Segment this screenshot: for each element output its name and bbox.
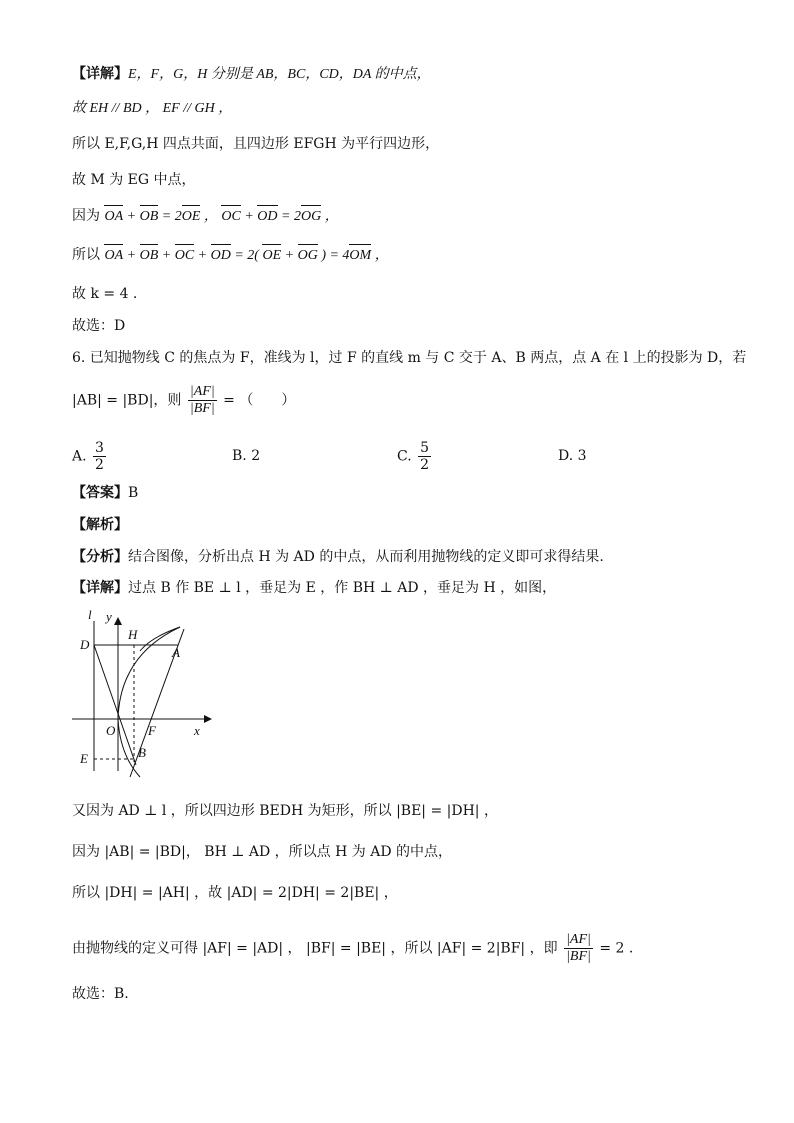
option-a-den: 2 bbox=[95, 457, 104, 473]
x-axis-arrow bbox=[204, 715, 212, 723]
question-6-stem: 6. 已知抛物线 C 的焦点为 F，准线为 l，过 F 的直线 m 与 C 交于 A、B 两点，点 A 在 l 上的投影为 D，若 bbox=[72, 350, 747, 366]
label-B: B bbox=[138, 745, 146, 760]
option-c[interactable] bbox=[397, 440, 433, 473]
proof-line-1: 又因为 AD ⊥ l ，所以四边形 BEDH 为矩形，所以 |BE| = |DH| ， bbox=[72, 803, 498, 819]
detail-1-line-5: 因为 OA + OB = 2OE ， OC + OD = 2OG ， bbox=[72, 206, 339, 227]
detail-1-line-6: 所以 OA + OB + OC + OD = 2( OE + OG ) = 4OM ， bbox=[72, 245, 389, 266]
detail-tag: 【详解】 bbox=[72, 66, 128, 82]
vector-eq-prefix: 因为 bbox=[72, 208, 100, 224]
detail-1-line-1 bbox=[72, 64, 431, 85]
option-a-label: A. bbox=[72, 448, 87, 465]
detail-1-text: E，F，G，H 分别是 AB，BC，CD，DA 的中点， bbox=[128, 67, 431, 82]
ratio-fraction bbox=[188, 384, 217, 417]
label-F: F bbox=[148, 723, 156, 738]
detail-1-line-4: 故 M 为 EG 中点， bbox=[72, 172, 196, 188]
proof-4-den: |BF| bbox=[566, 949, 591, 964]
detail-2-text: 过点 B 作 BE ⊥ l ，垂足为 E ，作 BH ⊥ AD ，垂足为 H ，如图， bbox=[128, 580, 557, 596]
option-c-fraction bbox=[418, 440, 431, 473]
option-c-label: C. bbox=[397, 448, 412, 465]
label-l: l bbox=[88, 607, 92, 622]
ratio-numerator: |AF| bbox=[189, 384, 215, 399]
detail-1-line-7: 故 k = 4 . bbox=[72, 286, 138, 302]
label-y: y bbox=[106, 609, 112, 624]
proof-line-4 bbox=[72, 932, 633, 965]
option-c-den: 2 bbox=[420, 457, 430, 473]
parabola-curve bbox=[118, 627, 180, 777]
label-D: D bbox=[80, 637, 90, 652]
detail-1-line-8: 故选：D bbox=[72, 318, 126, 334]
option-c-num: 5 bbox=[420, 440, 430, 456]
option-a-fraction bbox=[93, 440, 106, 473]
vector-sum-prefix: 所以 bbox=[72, 247, 100, 263]
question-6-condition bbox=[72, 384, 295, 417]
proof-4-text: 由抛物线的定义可得 |AF| = |AD| ， |BF| = |BE| ，所以 |AF| = 2|BF| ，即 bbox=[72, 940, 558, 957]
condition-text: |AB| = |BD|，则 bbox=[72, 392, 182, 409]
proof-4-fraction bbox=[564, 932, 593, 965]
answer-tag: 【答案】 bbox=[72, 485, 128, 501]
proof-line-3: 所以 |DH| = |AH| ，故 |AD| = 2|DH| = 2|BE| ， bbox=[72, 885, 398, 901]
label-E: E bbox=[80, 751, 88, 766]
label-O: O bbox=[106, 723, 116, 738]
detail-2-line bbox=[72, 578, 556, 598]
option-a[interactable] bbox=[72, 440, 108, 473]
label-A: A bbox=[172, 645, 180, 660]
proof-4-suffix: = 2 . bbox=[599, 940, 634, 957]
proof-4-num: |AF| bbox=[566, 932, 591, 947]
fenxi-line bbox=[72, 547, 604, 567]
fenxi-text: 结合图像，分析出点 H 为 AD 的中点，从而利用抛物线的定义即可求得结果. bbox=[128, 549, 604, 565]
proof-line-2: 因为 |AB| = |BD|， BH ⊥ AD ，所以点 H 为 AD 的中点， bbox=[72, 844, 453, 860]
detail-1-line-3: 所以 E,F,G,H 四点共面，且四边形 EFGH 为平行四边形， bbox=[72, 136, 440, 152]
ratio-denominator: |BF| bbox=[189, 401, 215, 416]
answer-line bbox=[72, 483, 138, 503]
option-b[interactable]: B. 2 bbox=[232, 448, 261, 464]
option-a-num: 3 bbox=[95, 440, 104, 456]
label-x: x bbox=[194, 723, 200, 738]
fenxi-tag: 【分析】 bbox=[72, 549, 128, 565]
proof-line-5: 故选：B. bbox=[72, 986, 129, 1002]
detail-2-tag: 【详解】 bbox=[72, 580, 128, 596]
segment-DB bbox=[94, 645, 136, 765]
condition-suffix: = （ ） bbox=[223, 392, 296, 409]
detail-1-line-2: 故 EH // BD ， EF // GH ， bbox=[72, 101, 233, 116]
option-d[interactable]: D. 3 bbox=[558, 448, 587, 464]
analysis-tag: 【解析】 bbox=[72, 517, 128, 533]
answer-value: B bbox=[128, 485, 139, 501]
label-H: H bbox=[128, 627, 138, 642]
y-axis-arrow bbox=[114, 617, 122, 625]
parabola-figure bbox=[68, 605, 218, 785]
